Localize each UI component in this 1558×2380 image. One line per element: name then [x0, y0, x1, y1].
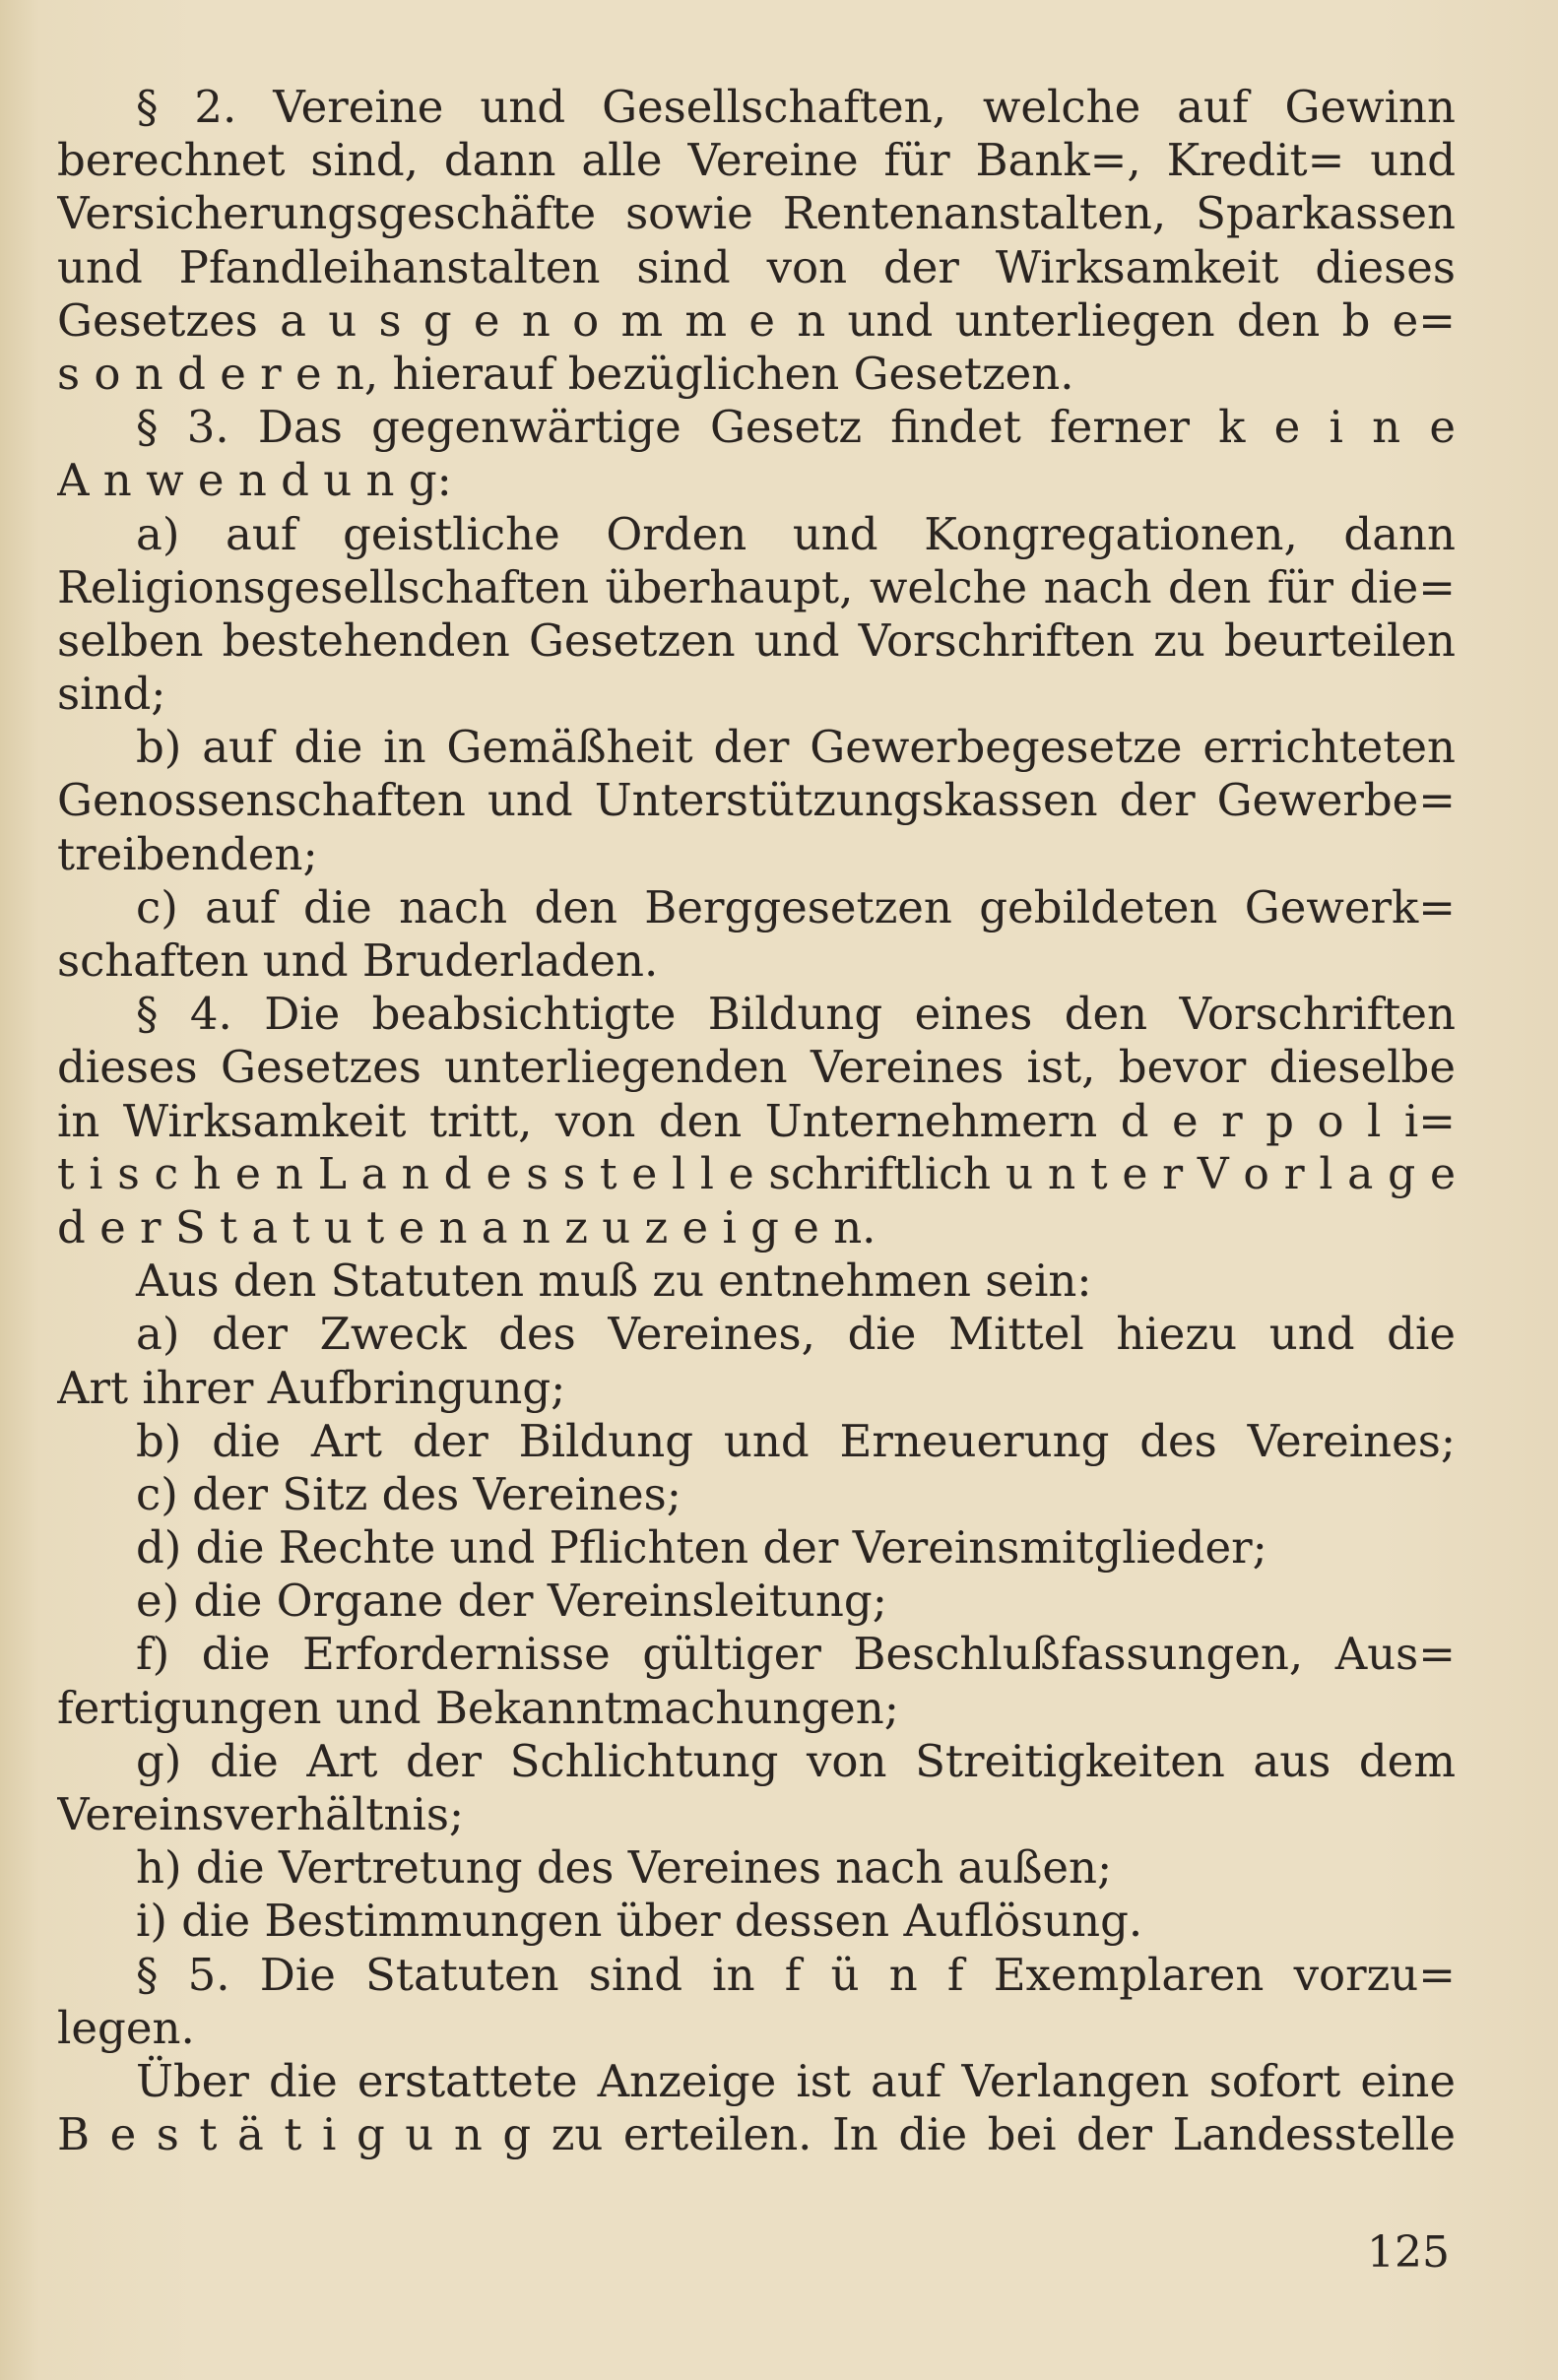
text-line: Religionsgesellschaften überhaupt, welche nach den für die= — [57, 560, 1456, 613]
text-line: selben bestehenden Gesetzen und Vorschriften zu beurteilen — [57, 613, 1456, 667]
page-body-text — [57, 81, 1456, 2161]
text-line: c) der Sitz des Vereines; — [136, 1467, 682, 1520]
text-line: c) auf die nach den Berggesetzen gebildeten Gewerk= — [136, 880, 1456, 933]
text-line: t i s c h e n L a n d e s s t e l l e schriftlich u n t e r V o r l a g e — [57, 1148, 1456, 1199]
text-line: § 5. Die Statuten sind in f ü n f Exemplaren vorzu= — [136, 1948, 1456, 2001]
text-line: legen. — [57, 2001, 195, 2054]
text-line: § 2. Vereine und Gesellschaften, welche auf Gewinn — [136, 81, 1456, 133]
text-line: b) die Art der Bildung und Erneuerung des Vereines; — [136, 1414, 1456, 1467]
page-number: 125 — [1367, 2227, 1450, 2278]
text-line: Vereinsverhältnis; — [57, 1788, 465, 1840]
text-line: sind; — [57, 668, 166, 721]
text-line: a) der Zweck des Vereines, die Mittel hiezu und die — [136, 1308, 1456, 1361]
text-line: s o n d e r e n, hierauf bezüglichen Gesetzen. — [57, 347, 1074, 400]
text-line: dieses Gesetzes unterliegenden Vereines ist, bevor dieselbe — [57, 1041, 1456, 1094]
text-line: a) auf geistliche Orden und Kongregationen, dann — [136, 507, 1456, 560]
text-line: fertigungen und Bekanntmachungen; — [57, 1681, 899, 1734]
text-line: d) die Rechte und Pflichten der Vereinsmitglieder; — [136, 1521, 1267, 1575]
text-line: § 3. Das gegenwärtige Gesetz findet ferner k e i n e — [136, 401, 1456, 454]
text-line: § 4. Die beabsichtigte Bildung eines den Vorschriften — [136, 988, 1456, 1041]
text-line: h) die Vertretung des Vereines nach außen; — [136, 1841, 1113, 1895]
text-line: Aus den Statuten muß zu entnehmen sein: — [136, 1254, 1092, 1308]
text-line: berechnet sind, dann alle Vereine für Bank=, Kredit= und — [57, 134, 1456, 187]
text-line: schaften und Bruderladen. — [57, 934, 659, 987]
text-line: Versicherungsgeschäfte sowie Rentenanstalten, Sparkassen — [57, 187, 1456, 240]
text-line: A n w e n d u n g: — [57, 454, 452, 507]
text-line: in Wirksamkeit tritt, von den Unternehmern d e r p o l i= — [57, 1094, 1456, 1147]
text-line: f) die Erfordernisse gültiger Beschlußfassungen, Aus= — [136, 1628, 1456, 1681]
text-line: B e s t ä t i g u n g zu erteilen. In die bei der Landesstelle — [57, 2108, 1456, 2161]
text-line: treibenden; — [57, 827, 318, 880]
text-line: i) die Bestimmungen über dessen Auflösung. — [136, 1895, 1143, 1948]
text-line: Genossenschaften und Unterstützungskassen der Gewerbe= — [57, 774, 1456, 827]
text-line: b) auf die in Gemäßheit der Gewerbegesetze errichteten — [136, 721, 1456, 774]
text-line: g) die Art der Schlichtung von Streitigkeiten aus dem — [136, 1734, 1456, 1787]
text-line: Gesetzes a u s g e n o m m e n und unterliegen den b e= — [57, 293, 1456, 347]
text-line: d e r S t a t u t e n a n z u z e i g e n. — [57, 1200, 876, 1254]
text-line: e) die Organe der Vereinsleitung; — [136, 1575, 887, 1628]
text-line: Über die erstattete Anzeige ist auf Verlangen sofort eine — [136, 2054, 1456, 2107]
text-line: Art ihrer Aufbringung; — [57, 1361, 566, 1414]
text-line: und Pfandleihanstalten sind von der Wirksamkeit dieses — [57, 240, 1456, 293]
